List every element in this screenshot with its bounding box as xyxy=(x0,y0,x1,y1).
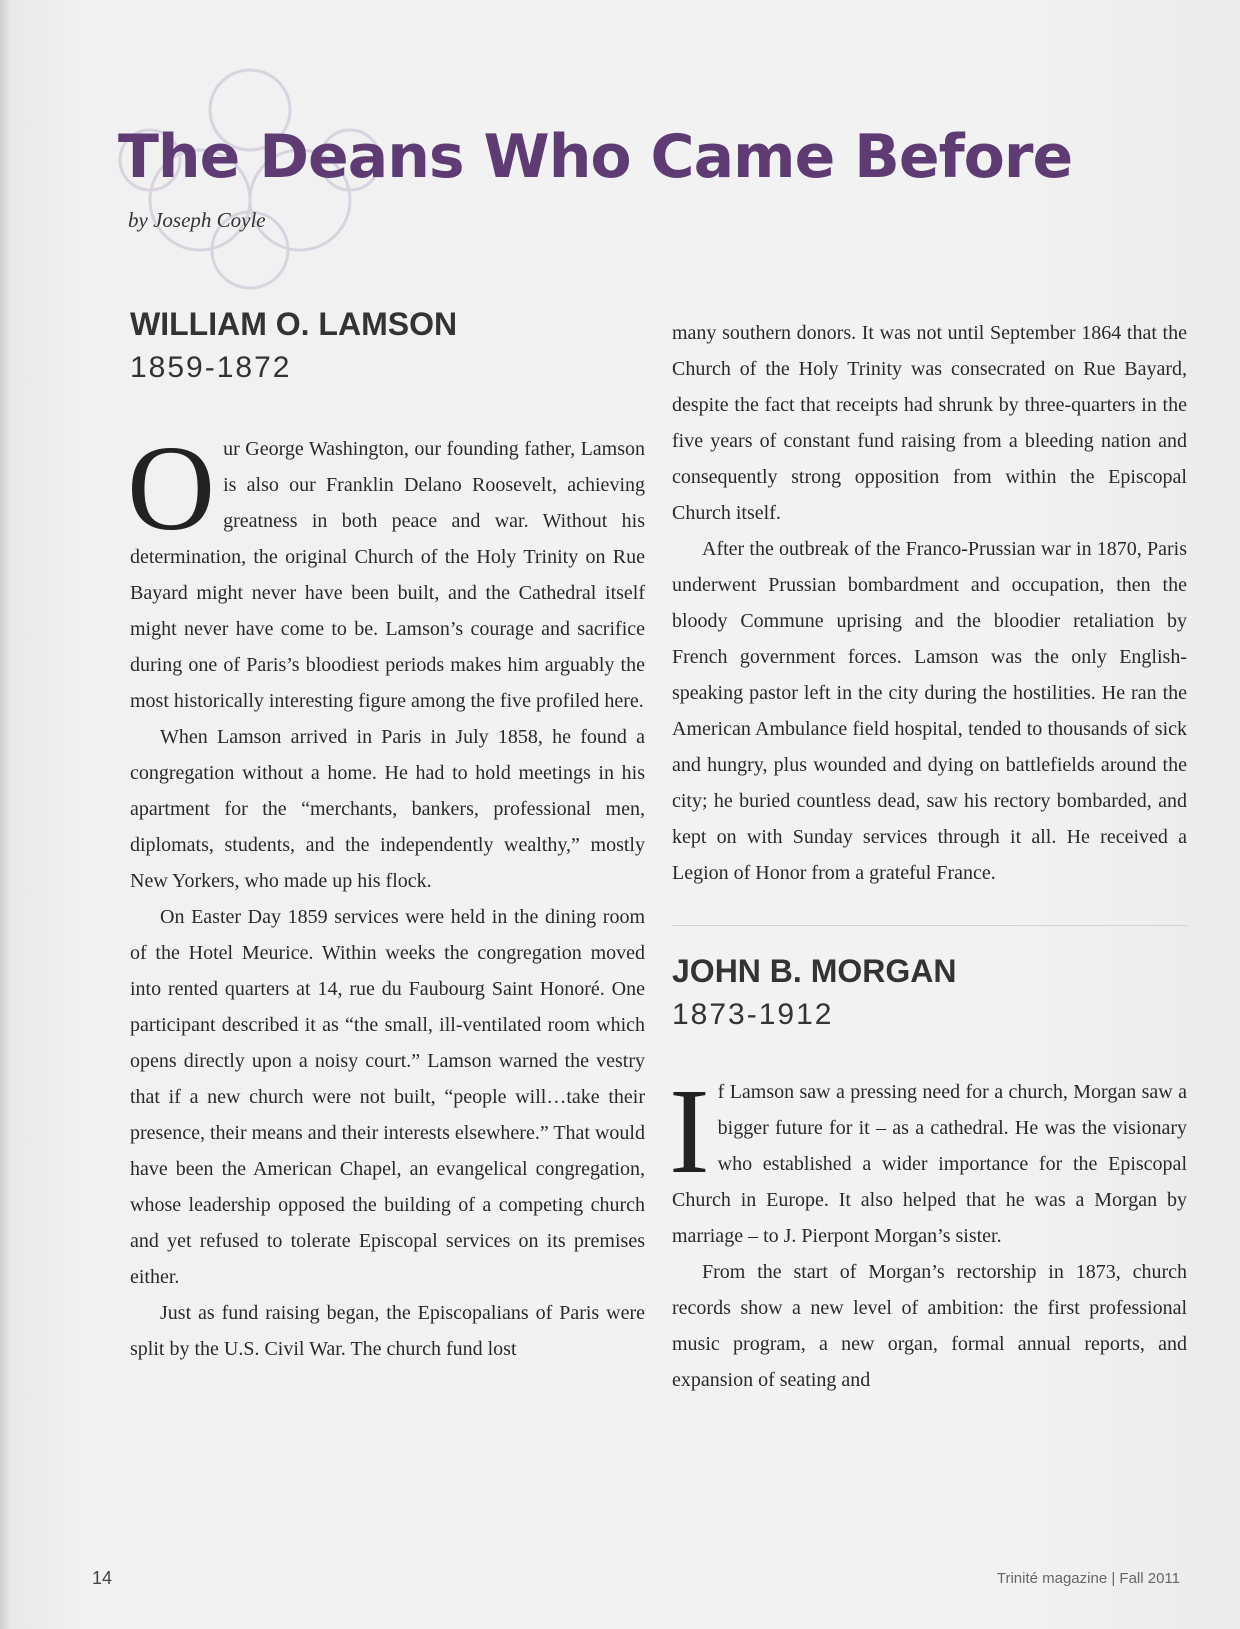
paragraph-text: ur George Washington, our founding father, Lamson is also our Franklin Delano Roosevelt, achieving greatness in both peace and war. Without his determination, the original Church of the Holy Trinity on Rue Bayard might never have been built, and the Cathedral itself might never have come to be. Lamson’s courage and sacrifice during one of Paris’s bloodiest periods makes him arguably the most historically interesting figure among the five profiled here. xyxy=(130,438,645,712)
dean-years-lamson: 1859-1872 xyxy=(130,351,292,384)
paragraph: many southern donors. It was not until September 1864 that the Church of the Holy Trinity was consecrated on Rue Bayard, despite the fact that receipts had shrunk by three-quarters in the five years of constant fund raising from a bleeding nation and consequently strong opposition from within the Episcopal Church itself. xyxy=(672,322,1187,524)
paragraph xyxy=(669,1064,1187,1254)
section-divider xyxy=(672,925,1187,926)
paragraph: From the start of Morgan’s rectorship in 1873, church records show a new level of ambition: the first professional music program, a new organ, formal annual reports, and expansion of seating and xyxy=(672,1261,1187,1391)
paragraph: On Easter Day 1859 services were held in the dining room of the Hotel Meurice. Within weeks the congregation moved into rented quarters at 14, rue du Faubourg Saint Honoré. One participant described it as “the small, ill-ventilated room which opens directly upon a noisy court.” Lamson warned the vestry that if a new church were not built, “people will…take their presence, their means and their interests elsewhere.” That would have been the American Chapel, an evangelical congregation, whose leadership opposed the building of a competing church and yet refused to tolerate Episcopal services on its premises either. xyxy=(130,906,645,1288)
dean-years-morgan: 1873-1912 xyxy=(672,998,834,1031)
page-edge xyxy=(0,0,10,1629)
left-column xyxy=(127,305,645,1367)
publication-footer: Trinité magazine | Fall 2011 xyxy=(996,1570,1180,1587)
page-number: 14 xyxy=(92,1568,113,1588)
byline: by Joseph Coyle xyxy=(128,208,266,232)
dean-name-morgan: JOHN B. MORGAN xyxy=(672,953,957,989)
right-column xyxy=(669,315,1187,1398)
paragraph: Just as fund raising began, the Episcopalians of Paris were split by the U.S. Civil War. The church fund lost xyxy=(130,1302,645,1360)
drop-cap: I xyxy=(669,1064,710,1199)
dean-name-lamson: WILLIAM O. LAMSON xyxy=(130,306,458,342)
paragraph: After the outbreak of the Franco-Prussian war in 1870, Paris underwent Prussian bombardment and occupation, then the bloody Commune uprising and the bloodier retaliation by French government forces. Lamson was the only English-speaking pastor left in the city during the hostilities. He ran the American Ambulance field hospital, tended to thousands of sick and hungry, plus wounded and dying on battlefields around the city; he buried countless dead, saw his rectory bombarded, and kept on with Sunday services through it all. He received a Legion of Honor from a grateful France. xyxy=(672,538,1187,884)
paragraph xyxy=(127,421,645,719)
paragraph: When Lamson arrived in Paris in July 1858, he found a congregation without a home. He had to hold meetings in his apartment for the “merchants, bankers, professional men, diplomats, students, and the independently wealthy,” mostly New Yorkers, who made up his flock. xyxy=(130,726,645,892)
drop-cap: O xyxy=(127,421,216,556)
article-title: The Deans Who Came Before xyxy=(118,122,1073,192)
paragraph-text: f Lamson saw a pressing need for a church, Morgan saw a bigger future for it – as a cathedral. He was the visionary who established a wider importance for the Episcopal Church in Europe. It also helped that he was a Morgan by marriage – to J. Pierpont Morgan’s sister. xyxy=(672,1081,1187,1247)
